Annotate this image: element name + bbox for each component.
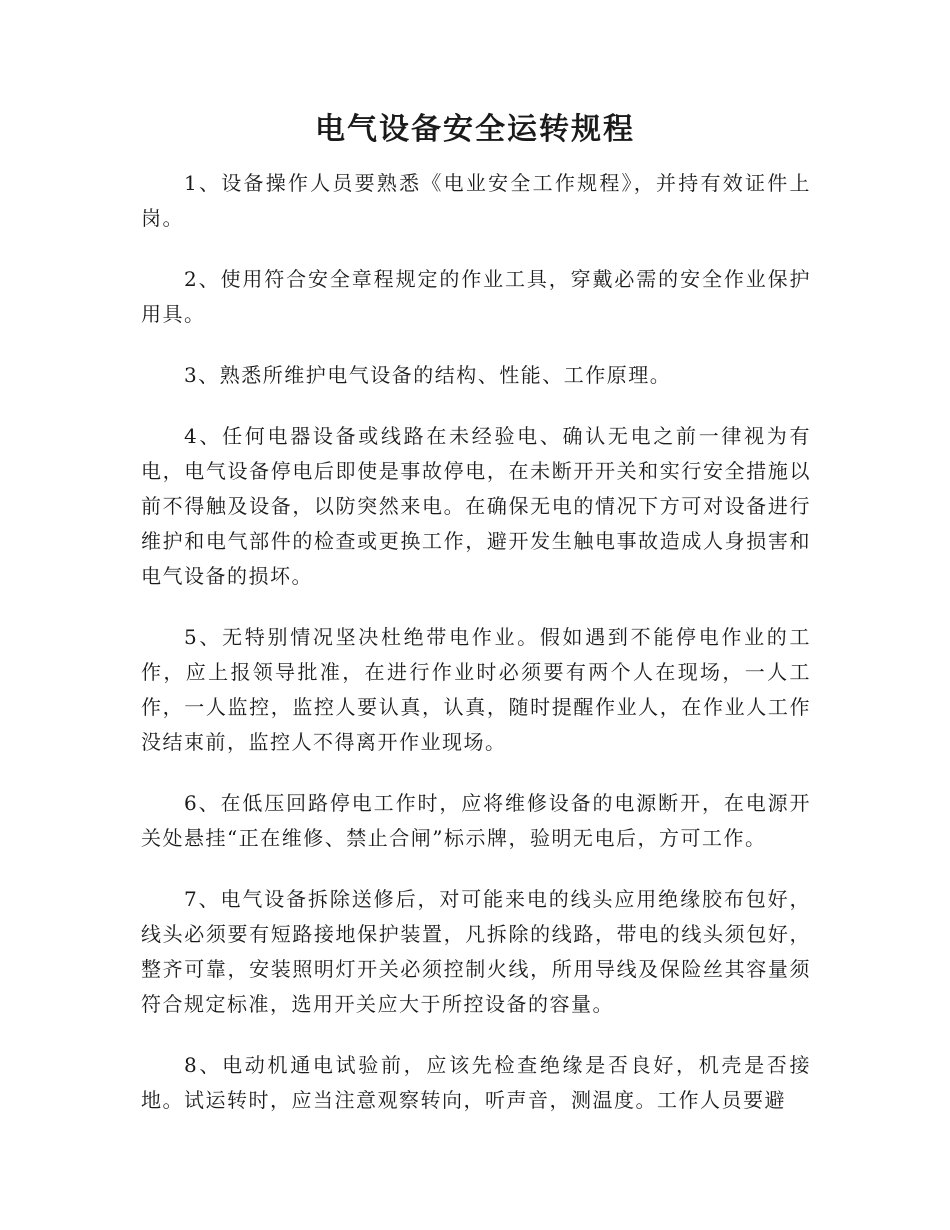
paragraph-6: 6、在低压回路停电工作时，应将维修设备的电源断开，在电源开关处悬挂“正在维修、禁止合闸”标示牌，验明无电后，方可工作。	[141, 791, 811, 850]
paragraph-1: 1、设备操作人员要熟悉《电业安全工作规程》，并持有效证件上岗。	[141, 171, 811, 230]
paragraph-5: 5、无特别情况坚决杜绝带电作业。假如遇到不能停电作业的工作，应上报领导批准，在进行作业时必须要有两个人在现场，一人工作，一人监控，监控人要认真，认真，随时提醒作业人，在作业人工作没结束前，监控人不得离开作业现场。	[141, 625, 811, 754]
paragraph-2: 2、使用符合安全章程规定的作业工具，穿戴必需的安全作业保护用具。	[141, 267, 811, 326]
paragraph-4: 4、任何电器设备或线路在未经验电、确认无电之前一律视为有电，电气设备停电后即使是事故停电，在未断开开关和实行安全措施以前不得触及设备，以防突然来电。在确保无电的情况下方可对设备进行维护和电气部件的检查或更换工作，避开发生触电事故造成人身损害和电气设备的损坏。	[141, 424, 811, 588]
paragraph-8: 8、电动机通电试验前，应该先检查绝缘是否良好，机壳是否接地。试运转时，应当注意观察转向，听声音，测温度。工作人员要避	[141, 1053, 811, 1112]
document-body	[141, 166, 811, 1144]
paragraph-3: 3、熟悉所维护电气设备的结构、性能、工作原理。	[184, 363, 672, 387]
document-title: 电气设备安全运转规程	[315, 112, 635, 147]
paragraph-7: 7、电气设备拆除送修后，对可能来电的线头应用绝缘胶布包好，线头必须要有短路接地保护装置，凡拆除的线路，带电的线头须包好，整齐可靠，安装照明灯开关必须控制火线，所用导线及保险丝其容量须符合规定标准，选用开关应大于所控设备的容量。	[141, 887, 811, 1016]
